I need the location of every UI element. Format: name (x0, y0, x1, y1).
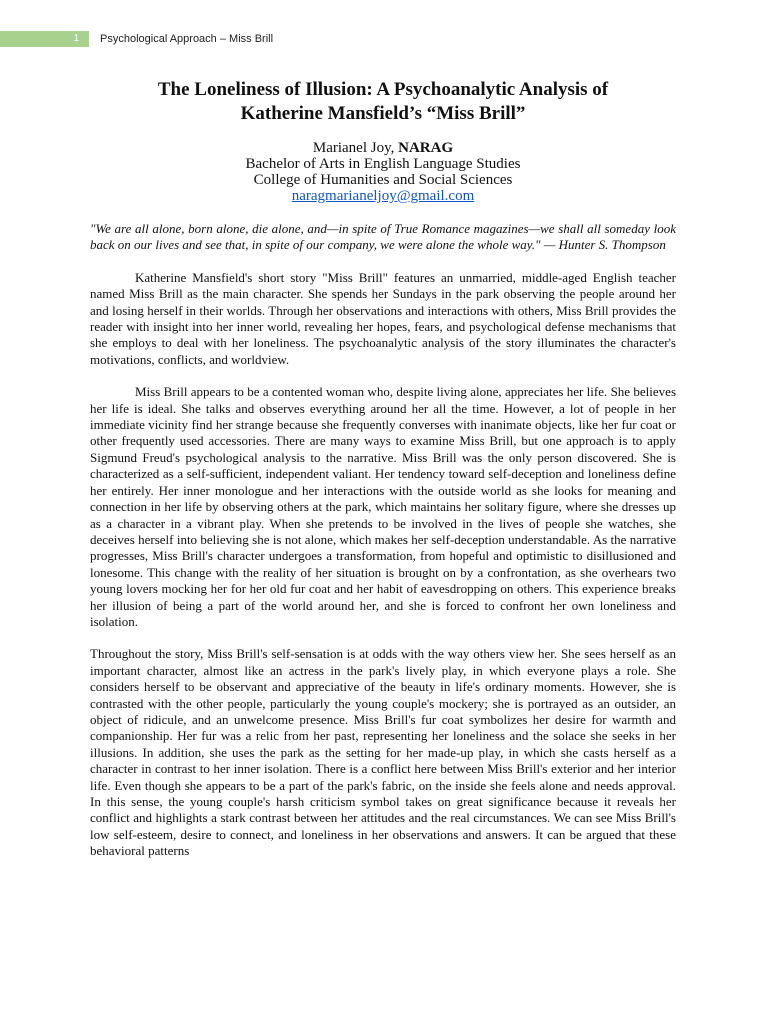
epigraph: "We are all alone, born alone, die alone, and—in spite of True Romance magazines—we shall all someday look back on our lives and see that, in spite of our company, we were alone the whole way." — Hunter S. Thompson (90, 221, 676, 253)
author-email-link[interactable]: naragmarianeljoy@gmail.com (291, 188, 475, 204)
author-given-name: Marianel Joy, (312, 140, 395, 156)
author-block (90, 140, 676, 204)
author-name (90, 140, 676, 156)
author-college: College of Humanities and Social Sciences (253, 172, 513, 188)
title-line-2: Katherine Mansfield’s “Miss Brill” (240, 103, 526, 124)
document-title (90, 78, 676, 126)
title-line-1: The Loneliness of Illusion: A Psychoanalytic Analysis of (157, 79, 609, 100)
document-body (90, 78, 676, 860)
paragraph-1: Katherine Mansfield's short story "Miss Brill" features an unmarried, middle-aged English teacher named Miss Brill as the main character. She spends her Sundays in the park observing the people around her and losing herself in their worlds. Through her observations and interactions with others, Miss Brill provides the reader with insight into her inner world, revealing her hopes, fears, and psychological defense mechanisms that she employs to deal with her loneliness. The psychoanalytic analysis of the story illuminates the character's motivations, conflicts, and worldview. (90, 269, 676, 367)
running-title: Psychological Approach – Miss Brill (100, 33, 274, 45)
author-degree: Bachelor of Arts in English Language Studies (245, 156, 521, 172)
page-number: 1 (0, 31, 89, 47)
author-surname: NARAG (398, 140, 454, 156)
paragraph-2: Miss Brill appears to be a contented woman who, despite living alone, appreciates her life. She believes her life is ideal. She talks and observes everything around her all the time. However, a lot of people in her immediate vicinity find her strange because she frequently converses with inanimate objects, like her fur coat or other frequently used accessories. There are many ways to examine Miss Brill, but one approach is to apply Sigmund Freud's psychological analysis to the narrative. Miss Brill was the only person discovered. She is characterized as a self-sufficient, independent valiant. Her tendency toward self-deception and loneliness define her entirely. Her inner monologue and her interactions with the outside world as she looks for meaning and connection in her life by observing others at the park, which maintains her solitary figure, where she dresses up as a character in a vibrant play. When she pretends to be involved in the lives of people she watches, she deceives herself into believing she is not alone, which makes her self-deception understandable. As the narrative progresses, Miss Brill's character undergoes a transformation, from hopeful and optimistic to disillusioned and lonesome. This change with the reality of her situation is brought on by a confrontation, as she overhears two young lovers mocking her for her old fur coat and her habit of eavesdropping on others. This experience breaks her illusion of being a part of the world around her, and she is forced to confront her own loneliness and isolation. (90, 384, 676, 629)
page-header (0, 31, 768, 47)
paragraph-3: Throughout the story, Miss Brill's self-sensation is at odds with the way others view her. She sees herself as an important character, almost like an actress in the park's lively play, in which everyone plays a role. She considers herself to be observant and appreciative of the beauty in life's ordinary moments. However, she is contrasted with the other people, particularly the young couple's mockery; she is portrayed as an outsider, an object of ridicule, and an unwelcome presence. Miss Brill's fur coat symbolizes her desire for warmth and companionship. Her fur was a relic from her past, representing her loneliness and the solace she seeks in her illusions. In addition, she uses the park as the setting for her made-up play, in which she casts herself as a character in contrast to her inner isolation. There is a conflict here between Miss Brill's exterior and her interior life. Even though she appears to be a part of the park's fabric, on the inside she feels alone and needs approval. In this sense, the young couple's harsh criticism symbol takes on great significance because it reveals her conflict and highlights a stark contrast between her attitudes and the real circumstances. We can see Miss Brill's low self-esteem, desire to connect, and loneliness in her observations and answers. It can be argued that these behavioral patterns (90, 646, 676, 859)
